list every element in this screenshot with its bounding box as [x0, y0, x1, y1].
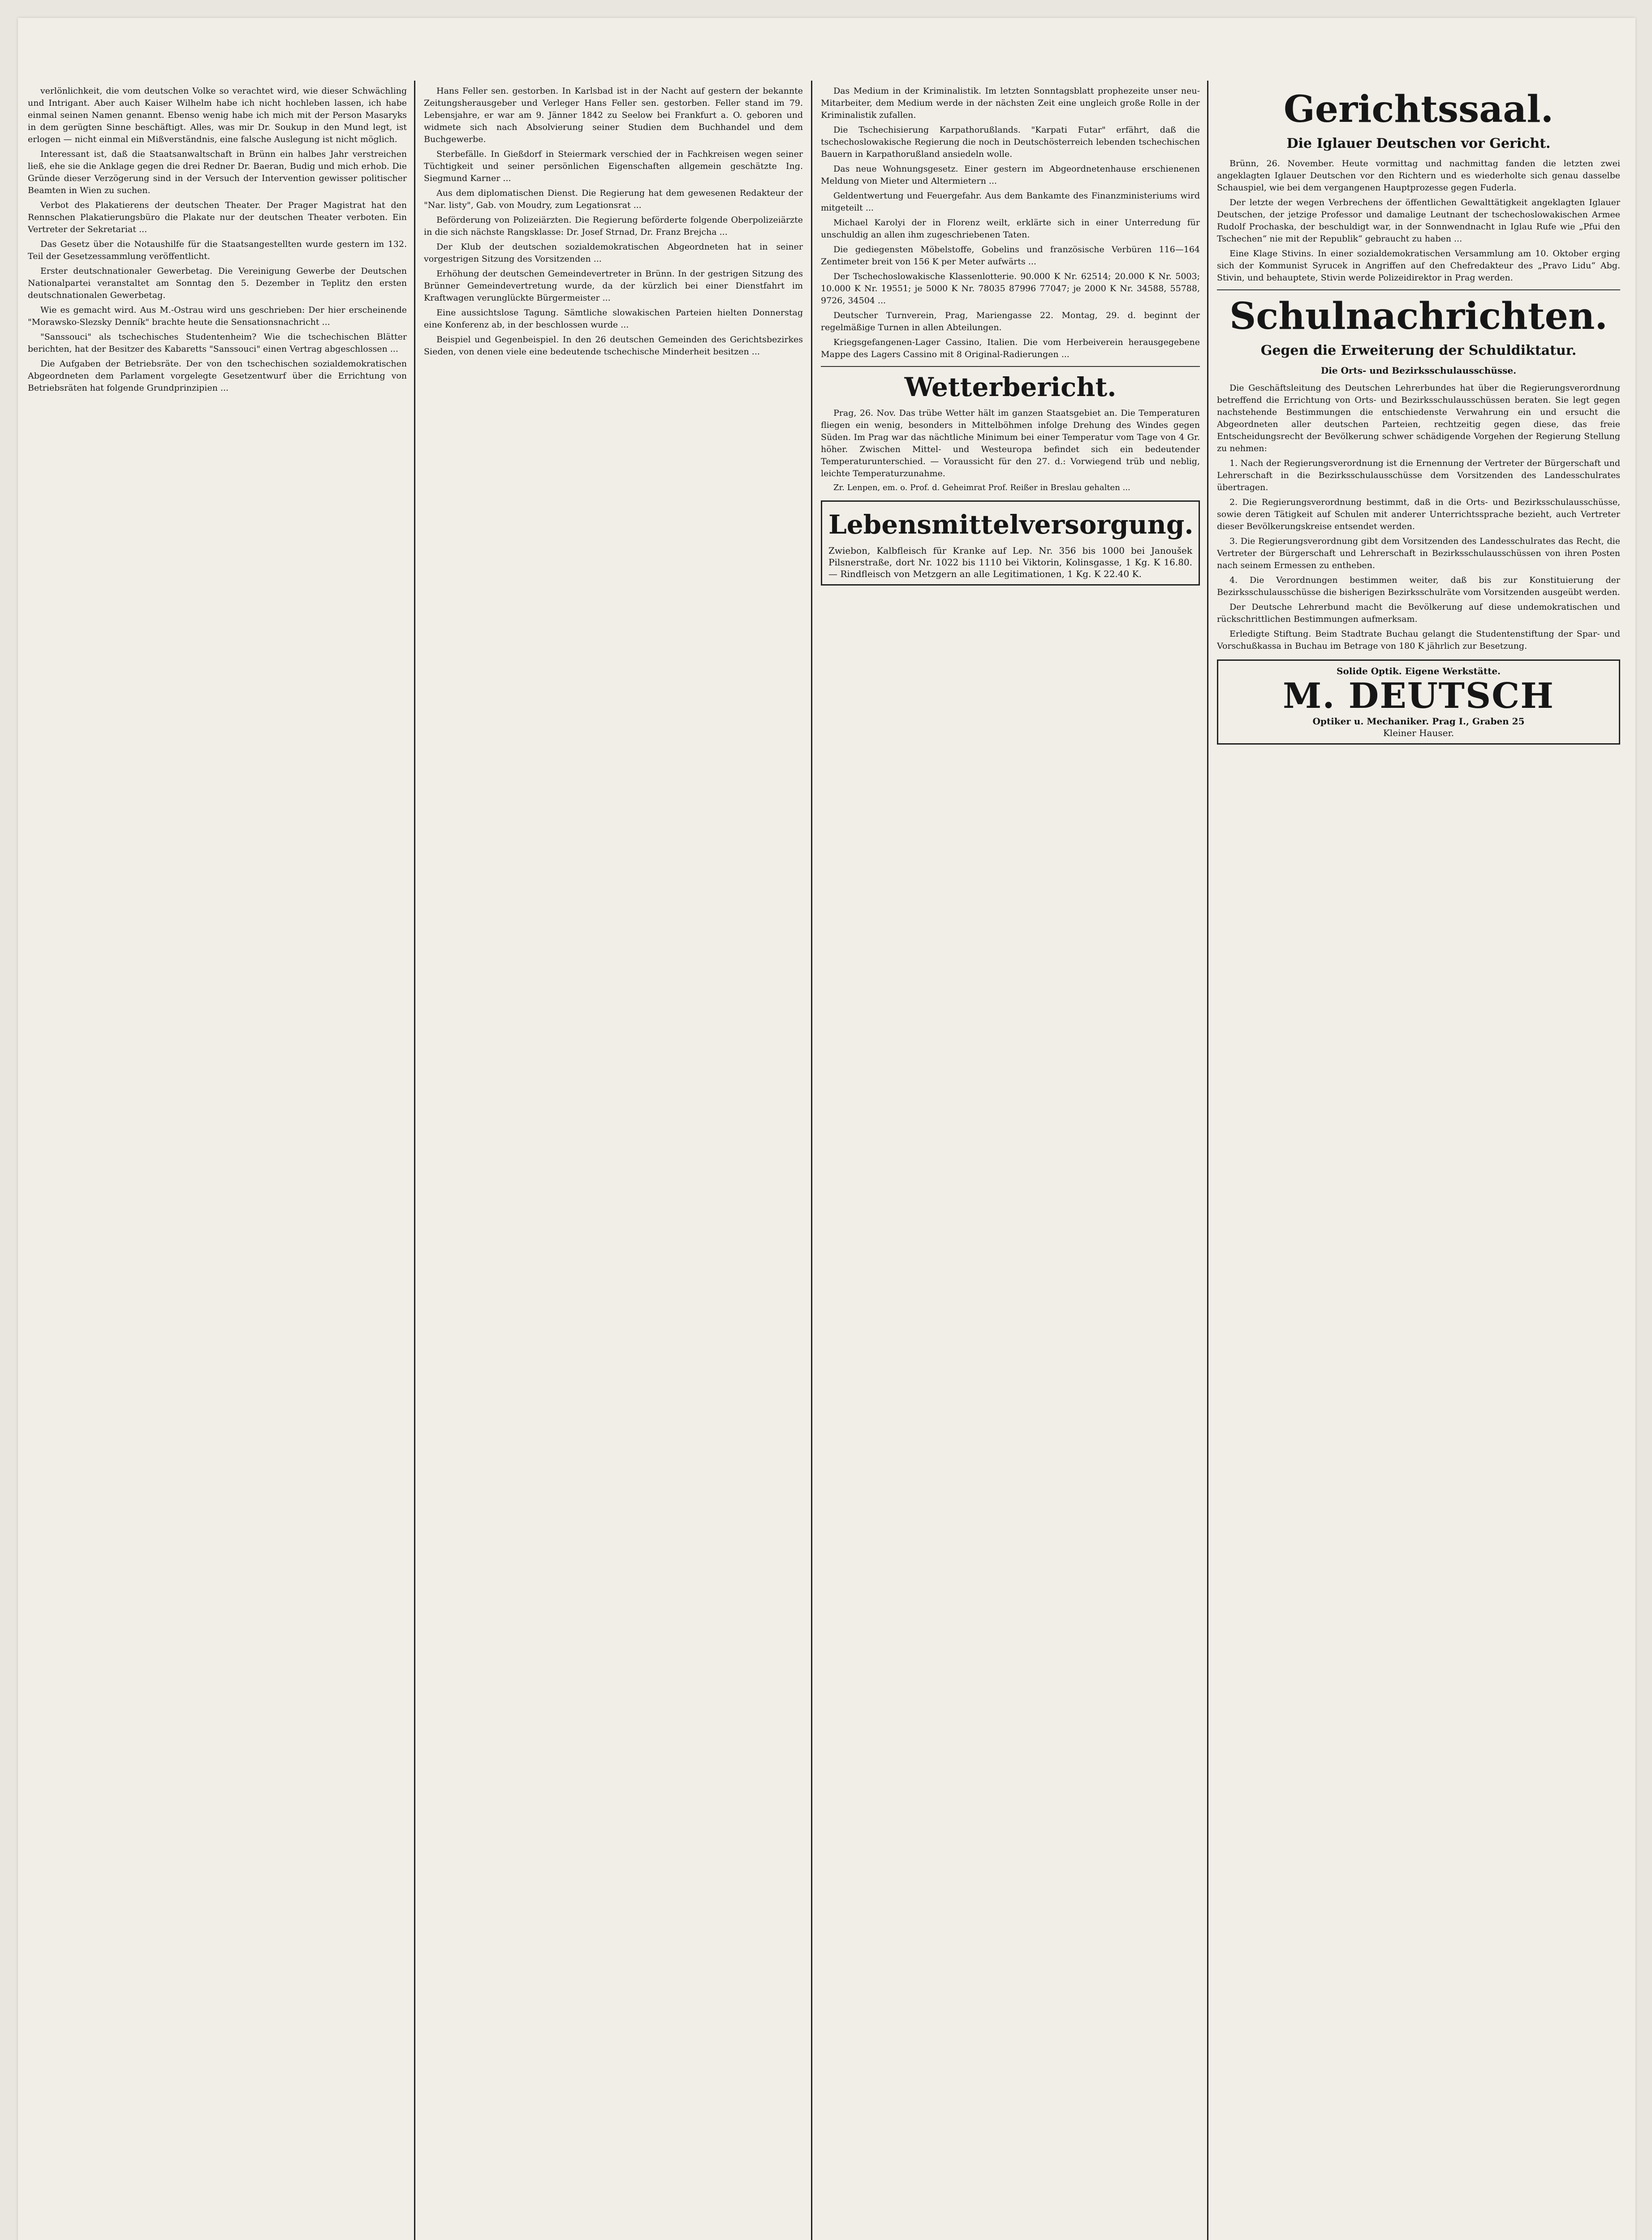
article-paragraph: Eine aussichtslose Tagung. Sämtliche slowakischen Parteien hielten Donnerstag eine Konferenz ab, in der beschlossen wurde ...	[424, 308, 803, 330]
column-rule	[811, 81, 812, 2240]
article-paragraph: Hans Feller sen. gestorben. In Karlsbad ist in der Nacht auf gestern der bekannte Zeitungsherausgeber und Verleger Hans Feller sen. gestorben. Feller stand im 79. Lebensjahre, er war am 9. Jänner 1842 zu Seelow bei Frankfurt a. O. geboren und widmete sich nach Absolvierung seiner Studien dem Buchhandel und dem Buchgewerbe.	[424, 86, 803, 144]
article-paragraph: Die Tschechisierung Karpathorußlands. "Karpati Futar" erfährt, daß die tschechoslowakische Regierung die noch in Deutschösterreich lebenden tschechischen Bauern in Karpathorußland ansiedeln wolle.	[821, 125, 1200, 159]
article-paragraph: Der Klub der deutschen sozialdemokratischen Abgeordneten hat in seiner vorgestrigen Sitzung des Vorsitzenden ...	[424, 242, 803, 264]
article-paragraph: Eine Klage Stivins. In einer sozialdemokratischen Versammlung am 10. Oktober erging sich der Kommunist Syrucek in Angriffen auf den Chefredakteur des „Pravo Lidu“ Abg. Stivin, und behauptete, Stivin werde Polizeidirektor in Prag werden.	[1217, 249, 1620, 283]
section-title-school: Schulnachrichten.	[1229, 295, 1608, 338]
ad-note: Kleiner Hauser.	[1383, 728, 1454, 738]
article-headline: Die Iglauer Deutschen vor Gericht.	[1286, 136, 1551, 151]
article-paragraph: verlönlichkeit, die vom deutschen Volke so verachtet wird, wie dieser Schwächling und Intrigant. Aber auch Kaiser Wilhelm habe ich nicht hochleben lassen, ich habe einmal seinen Namen genannt. Ebenso wenig habe ich mich mit der Person Masaryks in dem gerügten Sinne beschäftigt. Alles, was mir Dr. Soukup in den Mund legt, ist erlogen — nicht einmal ein Mißverständnis, eine falsche Auslegung ist nicht möglich.	[28, 86, 407, 144]
column-1	[28, 85, 407, 2240]
article-paragraph: Erhöhung der deutschen Gemeindevertreter in Brünn. In der gestrigen Sitzung des Brünner Gemeindevertretung wurde, da der kürzlich bei einer Dienstfahrt im Kraftwagen verunglückte Bürgermeister ...	[424, 269, 803, 303]
article-paragraph: Erledigte Stiftung. Beim Stadtrate Buchau gelangt die Studentenstiftung der Spar- und Vorschußkassa in Buchau im Betrage von 180 K jährlich zur Besetzung.	[1217, 629, 1620, 651]
ad-company-name: M. DEUTSCH	[1283, 676, 1554, 716]
notice-paragraph: Zr. Lenpen, em. o. Prof. d. Geheimrat Prof. Reißer in Breslau gehalten ...	[833, 483, 1130, 492]
column-rule	[1207, 81, 1208, 2240]
article-paragraph: Der Deutsche Lehrerbund macht die Bevölkerung auf diese undemokratischen und rückschrittlichen Bestimmungen aufmerksam.	[1217, 602, 1620, 624]
article-paragraph: Der Tschechoslowakische Klassenlotterie. 90.000 K Nr. 62514; 20.000 K Nr. 5003; 10.000 K Nr. 19551; je 5000 K Nr. 78035 87996 77047; je 2000 K Nr. 34588, 55788, 9726, 34504 ...	[821, 271, 1200, 306]
article-paragraph: Die Geschäftsleitung des Deutschen Lehrerbundes hat über die Regierungsverordnung betreffend die Errichtung von Orts- und Bezirksschulausschüssen beraten. Sie legt gegen nachstehende Bestimmungen die entschiedenste Verwahrung ein und ersucht die Abgeordneten aller deutschen Parteien, rechtzeitig gegen diese, das freie Entscheidungsrecht der Bevölkerung schwer schädigende Vorgehen der Regierung Stellung zu nehmen:	[1217, 383, 1620, 453]
article-paragraph: Wie es gemacht wird. Aus M.-Ostrau wird uns geschrieben: Der hier erscheinende "Morawsko-Slezsky Denník" brachte heute die Sensationsnachricht ...	[28, 305, 407, 327]
article-paragraph: Interessant ist, daß die Staatsanwaltschaft in Brünn ein halbes Jahr verstreichen ließ, ehe sie die Anklage gegen die drei Redner Dr. Baeran, Budig und mich erhob. Die Gründe dieser Verzögerung sind in der Versuch der Intervention gewisser politischer Beamten in Wien zu suchen.	[28, 149, 407, 195]
article-paragraph: 2. Die Regierungsverordnung bestimmt, daß in die Orts- und Bezirksschulausschüsse, sowie deren Tätigkeit auf Schulen mit anderer Unterrichtssprache bezieht, auch Vertreter dieser Bevölkerungskreise entsendet werden.	[1217, 497, 1620, 531]
article-paragraph: 4. Die Verordnungen bestimmen weiter, daß bis zur Konstituierung der Bezirksschulausschüsse die bisherigen Bezirksschulräte vom Vorsitzenden ausgeübt werden.	[1217, 575, 1620, 597]
ad-tagline: Solide Optik. Eigene Werkstätte.	[1336, 666, 1501, 676]
article-paragraph: Geldentwertung und Feuergefahr. Aus dem Bankamte des Finanzministeriums wird mitgeteilt ...	[821, 191, 1200, 213]
section-title-weather: Wetterbericht.	[904, 372, 1117, 402]
article-paragraph: "Sanssouci" als tschechisches Studentenheim? Wie die tschechischen Blätter berichten, hat der Besitzer des Kabaretts "Sanssouci" einen Vertrag abgeschlossen ...	[28, 332, 407, 354]
article-paragraph: 3. Die Regierungsverordnung gibt dem Vorsitzenden des Landesschulrates das Recht, die Vertreter der Bürgerschaft und Lehrerschaft in Bezirksschulausschüssen von ihren Posten nach seinem Ermessen zu entheben.	[1217, 536, 1620, 570]
article-paragraph: Beispiel und Gegenbeispiel. In den 26 deutschen Gemeinden des Gerichtsbezirkes Sieden, von denen viele eine bedeutende tschechische Minderheit besitzen ...	[424, 335, 803, 357]
column-rule	[414, 81, 415, 2240]
article-paragraph: Das Medium in der Kriminalistik. Im letzten Sonntagsblatt prophezeite unser neu-Mitarbeiter, dem Medium werde in der nächsten Zeit eine ungleich große Rolle in der Kriminalistik zufallen.	[821, 86, 1200, 120]
food-supply-text: Zwiebon, Kalbfleisch für Kranke auf Lep. Nr. 356 bis 1000 bei Janoušek Pilsnerstraße, dort Nr. 1022 bis 1110 bei Viktorin, Kolinsgasse, 1 Kg. K 16.80. — Rindfleisch von Metzgern an alle Legitimationen, 1 Kg. K 22.40 K.	[828, 545, 1192, 579]
article-subheadline: Die Orts- und Bezirksschulausschüsse.	[1320, 365, 1517, 376]
article-paragraph: Deutscher Turnverein, Prag, Mariengasse 22. Montag, 29. d. beginnt der regelmäßige Turnen in allen Abteilungen.	[821, 310, 1200, 332]
column-4	[1217, 85, 1620, 2240]
article-paragraph: Die gediegensten Möbelstoffe, Gobelins und französische Verbüren 116—164 Zentimeter breit von 156 K per Meter aufwärts ...	[821, 245, 1200, 267]
section-title-food: Lebensmittelversorgung.	[828, 509, 1194, 540]
food-supply-box	[821, 500, 1200, 586]
article-paragraph: Das Gesetz über die Notaushilfe für die Staatsangestellten wurde gestern im 132. Teil der Gesetzessammlung veröffentlicht.	[28, 239, 407, 261]
newspaper-page	[18, 18, 1635, 2240]
article-paragraph: Beförderung von Polizeiärzten. Die Regierung beförderte folgende Oberpolizeiärzte in die sich nächste Rangsklasse: Dr. Josef Strnad, Dr. Franz Brejcha ...	[424, 215, 803, 237]
article-paragraph: Der letzte der wegen Verbrechens der öffentlichen Gewalttätigkeit angeklagten Iglauer Deutschen, der jetzige Professor und damalige Leutnant der tschechoslowakischen Armee Rudolf Prochaska, der beschuldigt war, in der Sonnwendnacht in Iglau Rufe wie „Pfui den Tschechen“ nie mit der Republik“ gebraucht zu haben ...	[1217, 198, 1620, 244]
article-paragraph: Sterbefälle. In Gießdorf in Steiermark verschied der in Fachkreisen wegen seiner Tüchtigkeit und seiner persönlichen Eigenschaften allgemein geschätzte Ing. Siegmund Karner ...	[424, 149, 803, 183]
article-headline: Gegen die Erweiterung der Schuldiktatur.	[1260, 343, 1577, 358]
article-paragraph: Brünn, 26. November. Heute vormittag und nachmittag fanden die letzten zwei angeklagten Iglauer Deutschen vor den Richtern und es wiederholte sich genau dasselbe Schauspiel, wie bei dem vergangenen Hauptprozesse gegen Fuderla.	[1217, 159, 1620, 193]
divider	[1217, 289, 1620, 290]
divider	[821, 366, 1200, 367]
column-2	[424, 85, 803, 2240]
article-paragraph: Verbot des Plakatierens der deutschen Theater. Der Prager Magistrat hat den Rennschen Plakatierungsbüro die Plakate nur der deutschen Theater verboten. Ein Vertreter der Sekretariat ...	[28, 200, 407, 234]
weather-paragraph: Prag, 26. Nov. Das trübe Wetter hält im ganzen Staatsgebiet an. Die Temperaturen fliegen ein wenig, besonders in Mittelböhmen infolge Drehung des Windes gegen Süden. Im Prag war das nächtliche Minimum bei einer Temperatur vom Tage von 4 Gr. höher. Zwischen Mittel- und Westeuropa befindet sich ein bedeutender Temperaturunterschied. — Voraussicht für den 27. d.: Vorwiegend trüb und neblig, leichte Temperaturzunahme.	[821, 408, 1200, 478]
article-paragraph: Kriegsgefangenen-Lager Cassino, Italien. Die vom Herbeiverein herausgegebene Mappe des Lagers Cassino mit 8 Original-Radierungen ...	[821, 337, 1200, 359]
article-paragraph: Die Aufgaben der Betriebsräte. Der von den tschechischen sozialdemokratischen Abgeordneten dem Parlament vorgelegte Gesetzentwurf über die Errichtung von Betriebsräten hat folgende Grundprinzipien ...	[28, 359, 407, 393]
article-paragraph: Michael Karolyi der in Florenz weilt, erklärte sich in einer Unterredung für unschuldig an allen ihm zugeschriebenen Taten.	[821, 218, 1200, 240]
advertisement-box	[1217, 659, 1620, 745]
article-paragraph: 1. Nach der Regierungsverordnung ist die Ernennung der Vertreter der Bürgerschaft und Lehrerschaft in die Bezirksschulausschüsse dem Vorsitzenden des Landesschulrates übertragen.	[1217, 458, 1620, 492]
article-paragraph: Aus dem diplomatischen Dienst. Die Regierung hat dem gewesenen Redakteur der "Nar. listy", Gab. von Moudry, zum Legationsrat ...	[424, 188, 803, 210]
article-paragraph: Erster deutschnationaler Gewerbetag. Die Vereinigung Gewerbe der Deutschen Nationalpartei veranstaltet am Sonntag den 5. Dezember in Teplitz den ersten deutschnationalen Gewerbetag.	[28, 266, 407, 300]
article-paragraph: Das neue Wohnungsgesetz. Einer gestern im Abgeordnetenhause erschienenen Meldung von Mieter und Altermietern ...	[821, 164, 1200, 186]
ad-address: Optiker u. Mechaniker. Prag I., Graben 25	[1312, 716, 1525, 727]
column-3	[821, 85, 1200, 2240]
section-title-court: Gerichtssaal.	[1283, 88, 1554, 131]
